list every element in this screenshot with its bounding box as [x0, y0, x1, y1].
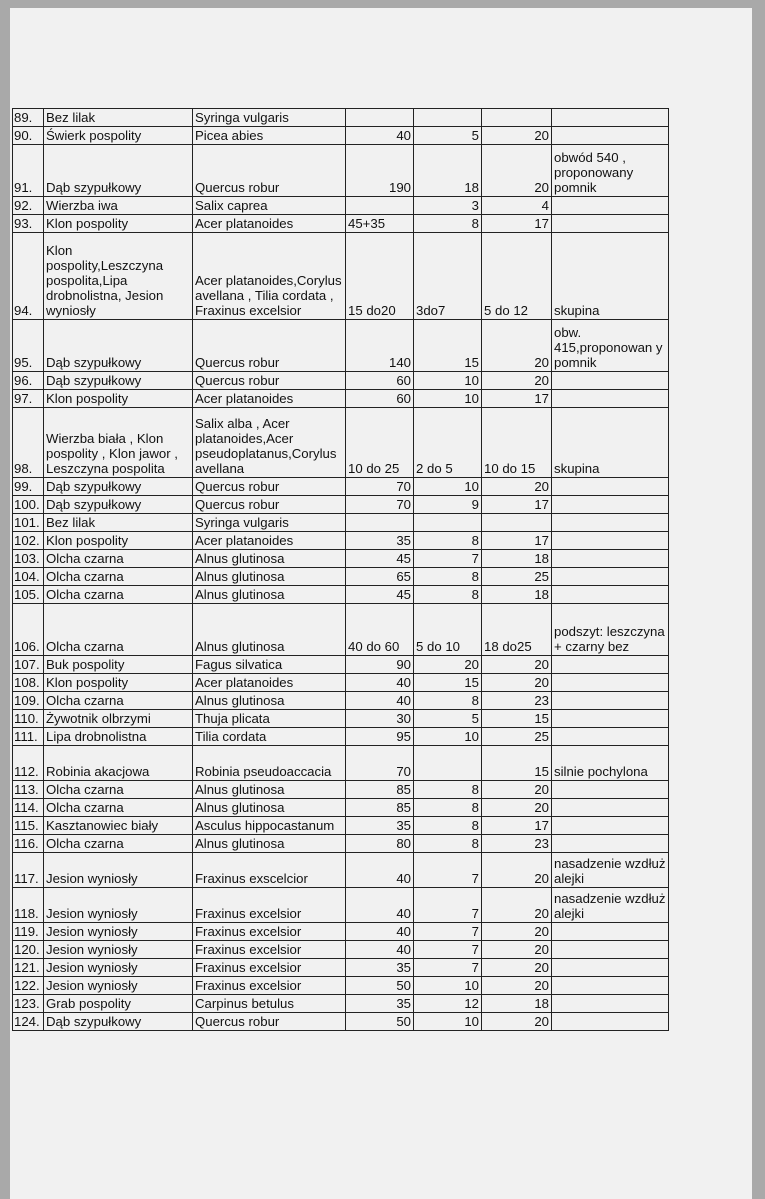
- value-1-cell: 80: [346, 835, 414, 853]
- remarks-cell: [552, 710, 669, 728]
- remarks-cell: [552, 197, 669, 215]
- row-number-cell: 106.: [13, 604, 44, 656]
- latin-name-cell: Quercus robur: [193, 145, 346, 197]
- latin-name-cell: Acer platanoides: [193, 532, 346, 550]
- row-number-cell: 108.: [13, 674, 44, 692]
- value-2-cell: 7: [414, 941, 482, 959]
- latin-name-cell: Syringa vulgaris: [193, 514, 346, 532]
- value-3-cell: 20: [482, 781, 552, 799]
- row-number-cell: 113.: [13, 781, 44, 799]
- value-3-cell: 20: [482, 888, 552, 923]
- table-row: [13, 215, 669, 233]
- table-row: [13, 109, 669, 127]
- value-2-cell: 15: [414, 320, 482, 372]
- table-row: [13, 799, 669, 817]
- polish-name-cell: Dąb szypułkowy: [44, 145, 193, 197]
- value-1-cell: 35: [346, 995, 414, 1013]
- polish-name-cell: Dąb szypułkowy: [44, 320, 193, 372]
- value-2-cell: 10: [414, 390, 482, 408]
- value-2-cell: 7: [414, 959, 482, 977]
- remarks-cell: podszyt: leszczyna + czarny bez: [552, 604, 669, 656]
- row-number-cell: 105.: [13, 586, 44, 604]
- latin-name-cell: Picea abies: [193, 127, 346, 145]
- table-row: [13, 959, 669, 977]
- latin-name-cell: Quercus robur: [193, 478, 346, 496]
- polish-name-cell: Olcha czarna: [44, 799, 193, 817]
- table-row: [13, 586, 669, 604]
- polish-name-cell: Dąb szypułkowy: [44, 372, 193, 390]
- latin-name-cell: Acer platanoides,Corylus avellana , Tilia cordata , Fraxinus excelsior: [193, 233, 346, 320]
- polish-name-cell: Klon pospolity,Leszczyna pospolita,Lipa drobnolistna, Jesion wyniosły: [44, 233, 193, 320]
- polish-name-cell: Olcha czarna: [44, 586, 193, 604]
- value-1-cell: 70: [346, 496, 414, 514]
- value-1-cell: 15 do20: [346, 233, 414, 320]
- value-2-cell: 10: [414, 977, 482, 995]
- polish-name-cell: Bez lilak: [44, 109, 193, 127]
- value-2-cell: 8: [414, 781, 482, 799]
- remarks-cell: [552, 941, 669, 959]
- value-1-cell: 70: [346, 746, 414, 781]
- value-2-cell: 2 do 5: [414, 408, 482, 478]
- value-3-cell: 20: [482, 977, 552, 995]
- row-number-cell: 97.: [13, 390, 44, 408]
- value-2-cell: [414, 109, 482, 127]
- value-3-cell: 15: [482, 710, 552, 728]
- row-number-cell: 114.: [13, 799, 44, 817]
- value-3-cell: 18: [482, 995, 552, 1013]
- row-number-cell: 94.: [13, 233, 44, 320]
- table-row: [13, 674, 669, 692]
- polish-name-cell: Grab pospolity: [44, 995, 193, 1013]
- value-3-cell: 17: [482, 390, 552, 408]
- value-3-cell: 25: [482, 728, 552, 746]
- value-1-cell: 35: [346, 532, 414, 550]
- row-number-cell: 109.: [13, 692, 44, 710]
- table-row: [13, 853, 669, 888]
- latin-name-cell: Acer platanoides: [193, 674, 346, 692]
- polish-name-cell: Wierzba biała , Klon pospolity , Klon jawor , Leszczyna pospolita: [44, 408, 193, 478]
- table-row: [13, 781, 669, 799]
- value-2-cell: 7: [414, 853, 482, 888]
- remarks-cell: [552, 817, 669, 835]
- value-2-cell: 10: [414, 372, 482, 390]
- tree-inventory-table: [12, 108, 669, 1031]
- latin-name-cell: Quercus robur: [193, 372, 346, 390]
- value-3-cell: 20: [482, 923, 552, 941]
- value-2-cell: 8: [414, 817, 482, 835]
- value-1-cell: 140: [346, 320, 414, 372]
- polish-name-cell: Klon pospolity: [44, 532, 193, 550]
- table-body: [13, 109, 669, 1031]
- latin-name-cell: Fagus silvatica: [193, 656, 346, 674]
- value-3-cell: 20: [482, 478, 552, 496]
- remarks-cell: nasadzenie wzdłuż alejki: [552, 888, 669, 923]
- value-2-cell: 20: [414, 656, 482, 674]
- table-row: [13, 372, 669, 390]
- value-1-cell: 40: [346, 888, 414, 923]
- table-row: [13, 835, 669, 853]
- value-1-cell: 10 do 25: [346, 408, 414, 478]
- latin-name-cell: Fraxinus excelsior: [193, 888, 346, 923]
- remarks-cell: silnie pochylona: [552, 746, 669, 781]
- value-3-cell: 20: [482, 320, 552, 372]
- value-3-cell: 15: [482, 746, 552, 781]
- value-3-cell: 18 do25: [482, 604, 552, 656]
- table-row: [13, 923, 669, 941]
- polish-name-cell: Olcha czarna: [44, 835, 193, 853]
- value-2-cell: 7: [414, 923, 482, 941]
- table-row: [13, 710, 669, 728]
- value-1-cell: 85: [346, 781, 414, 799]
- value-3-cell: 20: [482, 674, 552, 692]
- polish-name-cell: Olcha czarna: [44, 568, 193, 586]
- value-3-cell: [482, 514, 552, 532]
- row-number-cell: 93.: [13, 215, 44, 233]
- value-3-cell: 20: [482, 959, 552, 977]
- polish-name-cell: Olcha czarna: [44, 692, 193, 710]
- table-row: [13, 496, 669, 514]
- value-1-cell: 60: [346, 372, 414, 390]
- row-number-cell: 99.: [13, 478, 44, 496]
- polish-name-cell: Jesion wyniosły: [44, 888, 193, 923]
- remarks-cell: skupina: [552, 233, 669, 320]
- remarks-cell: [552, 568, 669, 586]
- table-row: [13, 478, 669, 496]
- polish-name-cell: Jesion wyniosły: [44, 853, 193, 888]
- latin-name-cell: Robinia pseudoaccacia: [193, 746, 346, 781]
- remarks-cell: [552, 728, 669, 746]
- value-1-cell: 45: [346, 550, 414, 568]
- remarks-cell: [552, 799, 669, 817]
- value-1-cell: [346, 514, 414, 532]
- remarks-cell: [552, 674, 669, 692]
- table-row: [13, 145, 669, 197]
- value-1-cell: 50: [346, 977, 414, 995]
- table-row: [13, 728, 669, 746]
- latin-name-cell: Thuja plicata: [193, 710, 346, 728]
- value-1-cell: 30: [346, 710, 414, 728]
- polish-name-cell: Jesion wyniosły: [44, 941, 193, 959]
- value-1-cell: 65: [346, 568, 414, 586]
- latin-name-cell: Fraxinus exscelcior: [193, 853, 346, 888]
- remarks-cell: obwód 540 , proponowany pomnik: [552, 145, 669, 197]
- table-row: [13, 941, 669, 959]
- latin-name-cell: Asculus hippocastanum: [193, 817, 346, 835]
- value-2-cell: 8: [414, 568, 482, 586]
- latin-name-cell: Fraxinus excelsior: [193, 941, 346, 959]
- value-2-cell: 3do7: [414, 233, 482, 320]
- polish-name-cell: Żywotnik olbrzymi: [44, 710, 193, 728]
- remarks-cell: [552, 977, 669, 995]
- value-2-cell: 7: [414, 888, 482, 923]
- row-number-cell: 89.: [13, 109, 44, 127]
- value-1-cell: 60: [346, 390, 414, 408]
- row-number-cell: 107.: [13, 656, 44, 674]
- table-row: [13, 514, 669, 532]
- row-number-cell: 123.: [13, 995, 44, 1013]
- latin-name-cell: Salix caprea: [193, 197, 346, 215]
- value-1-cell: 40: [346, 127, 414, 145]
- row-number-cell: 116.: [13, 835, 44, 853]
- row-number-cell: 111.: [13, 728, 44, 746]
- value-2-cell: 8: [414, 215, 482, 233]
- remarks-cell: [552, 656, 669, 674]
- row-number-cell: 112.: [13, 746, 44, 781]
- value-3-cell: 4: [482, 197, 552, 215]
- polish-name-cell: Klon pospolity: [44, 674, 193, 692]
- remarks-cell: [552, 923, 669, 941]
- row-number-cell: 118.: [13, 888, 44, 923]
- value-3-cell: 23: [482, 835, 552, 853]
- value-3-cell: 25: [482, 568, 552, 586]
- polish-name-cell: Jesion wyniosły: [44, 923, 193, 941]
- table-row: [13, 656, 669, 674]
- value-1-cell: 90: [346, 656, 414, 674]
- value-3-cell: 20: [482, 853, 552, 888]
- value-2-cell: 12: [414, 995, 482, 1013]
- polish-name-cell: Olcha czarna: [44, 550, 193, 568]
- remarks-cell: [552, 959, 669, 977]
- value-2-cell: 10: [414, 1013, 482, 1031]
- remarks-cell: [552, 514, 669, 532]
- latin-name-cell: Carpinus betulus: [193, 995, 346, 1013]
- latin-name-cell: Syringa vulgaris: [193, 109, 346, 127]
- value-3-cell: 17: [482, 817, 552, 835]
- latin-name-cell: Fraxinus excelsior: [193, 923, 346, 941]
- value-3-cell: [482, 109, 552, 127]
- row-number-cell: 117.: [13, 853, 44, 888]
- latin-name-cell: Fraxinus excelsior: [193, 977, 346, 995]
- table-row: [13, 127, 669, 145]
- table-row: [13, 408, 669, 478]
- polish-name-cell: Robinia akacjowa: [44, 746, 193, 781]
- value-2-cell: [414, 514, 482, 532]
- value-1-cell: 95: [346, 728, 414, 746]
- remarks-cell: [552, 109, 669, 127]
- polish-name-cell: Olcha czarna: [44, 604, 193, 656]
- row-number-cell: 101.: [13, 514, 44, 532]
- value-2-cell: 8: [414, 692, 482, 710]
- remarks-cell: obw. 415,proponowan y pomnik: [552, 320, 669, 372]
- latin-name-cell: Alnus glutinosa: [193, 781, 346, 799]
- value-3-cell: 17: [482, 532, 552, 550]
- value-1-cell: 50: [346, 1013, 414, 1031]
- polish-name-cell: Klon pospolity: [44, 215, 193, 233]
- value-2-cell: 8: [414, 835, 482, 853]
- value-1-cell: [346, 197, 414, 215]
- polish-name-cell: Jesion wyniosły: [44, 959, 193, 977]
- row-number-cell: 92.: [13, 197, 44, 215]
- remarks-cell: [552, 1013, 669, 1031]
- table-row: [13, 817, 669, 835]
- polish-name-cell: Buk pospolity: [44, 656, 193, 674]
- row-number-cell: 100.: [13, 496, 44, 514]
- polish-name-cell: Świerk pospolity: [44, 127, 193, 145]
- remarks-cell: [552, 478, 669, 496]
- remarks-cell: [552, 215, 669, 233]
- value-2-cell: 9: [414, 496, 482, 514]
- polish-name-cell: Dąb szypułkowy: [44, 1013, 193, 1031]
- value-2-cell: 5 do 10: [414, 604, 482, 656]
- value-1-cell: 40: [346, 853, 414, 888]
- row-number-cell: 96.: [13, 372, 44, 390]
- row-number-cell: 104.: [13, 568, 44, 586]
- value-3-cell: 17: [482, 496, 552, 514]
- polish-name-cell: Dąb szypułkowy: [44, 496, 193, 514]
- polish-name-cell: Jesion wyniosły: [44, 977, 193, 995]
- latin-name-cell: Fraxinus excelsior: [193, 959, 346, 977]
- row-number-cell: 119.: [13, 923, 44, 941]
- value-2-cell: 8: [414, 799, 482, 817]
- value-1-cell: 40: [346, 674, 414, 692]
- row-number-cell: 95.: [13, 320, 44, 372]
- value-3-cell: 10 do 15: [482, 408, 552, 478]
- value-2-cell: 18: [414, 145, 482, 197]
- table-row: [13, 692, 669, 710]
- value-3-cell: 18: [482, 550, 552, 568]
- value-3-cell: 17: [482, 215, 552, 233]
- value-2-cell: 7: [414, 550, 482, 568]
- remarks-cell: [552, 995, 669, 1013]
- value-1-cell: 85: [346, 799, 414, 817]
- table-row: [13, 390, 669, 408]
- latin-name-cell: Quercus robur: [193, 1013, 346, 1031]
- value-3-cell: 23: [482, 692, 552, 710]
- remarks-cell: [552, 781, 669, 799]
- value-1-cell: 40 do 60: [346, 604, 414, 656]
- latin-name-cell: Alnus glutinosa: [193, 568, 346, 586]
- table-row: [13, 320, 669, 372]
- table-row: [13, 604, 669, 656]
- latin-name-cell: Quercus robur: [193, 320, 346, 372]
- remarks-cell: [552, 586, 669, 604]
- value-1-cell: 35: [346, 959, 414, 977]
- table-row: [13, 746, 669, 781]
- value-3-cell: 20: [482, 372, 552, 390]
- table-row: [13, 568, 669, 586]
- row-number-cell: 110.: [13, 710, 44, 728]
- value-2-cell: 10: [414, 728, 482, 746]
- value-2-cell: 5: [414, 710, 482, 728]
- value-2-cell: 8: [414, 586, 482, 604]
- value-1-cell: 45+35: [346, 215, 414, 233]
- latin-name-cell: Salix alba , Acer platanoides,Acer pseudoplatanus,Corylus avellana: [193, 408, 346, 478]
- remarks-cell: [552, 835, 669, 853]
- value-1-cell: 35: [346, 817, 414, 835]
- table-row: [13, 995, 669, 1013]
- polish-name-cell: Klon pospolity: [44, 390, 193, 408]
- value-1-cell: 40: [346, 692, 414, 710]
- value-3-cell: 20: [482, 1013, 552, 1031]
- row-number-cell: 122.: [13, 977, 44, 995]
- value-3-cell: 20: [482, 656, 552, 674]
- latin-name-cell: Acer platanoides: [193, 215, 346, 233]
- value-2-cell: 10: [414, 478, 482, 496]
- remarks-cell: nasadzenie wzdłuż alejki: [552, 853, 669, 888]
- row-number-cell: 102.: [13, 532, 44, 550]
- value-2-cell: 8: [414, 532, 482, 550]
- polish-name-cell: Dąb szypułkowy: [44, 478, 193, 496]
- latin-name-cell: Alnus glutinosa: [193, 604, 346, 656]
- value-1-cell: [346, 109, 414, 127]
- remarks-cell: [552, 532, 669, 550]
- value-2-cell: 3: [414, 197, 482, 215]
- table-row: [13, 197, 669, 215]
- polish-name-cell: Lipa drobnolistna: [44, 728, 193, 746]
- latin-name-cell: Alnus glutinosa: [193, 586, 346, 604]
- value-3-cell: 20: [482, 941, 552, 959]
- table-row: [13, 550, 669, 568]
- latin-name-cell: Alnus glutinosa: [193, 550, 346, 568]
- table-row: [13, 532, 669, 550]
- row-number-cell: 103.: [13, 550, 44, 568]
- row-number-cell: 98.: [13, 408, 44, 478]
- row-number-cell: 115.: [13, 817, 44, 835]
- row-number-cell: 121.: [13, 959, 44, 977]
- latin-name-cell: Acer platanoides: [193, 390, 346, 408]
- latin-name-cell: Tilia cordata: [193, 728, 346, 746]
- value-3-cell: 18: [482, 586, 552, 604]
- value-3-cell: 5 do 12: [482, 233, 552, 320]
- value-1-cell: 40: [346, 941, 414, 959]
- polish-name-cell: Wierzba iwa: [44, 197, 193, 215]
- table-row: [13, 888, 669, 923]
- value-2-cell: 5: [414, 127, 482, 145]
- row-number-cell: 90.: [13, 127, 44, 145]
- latin-name-cell: Quercus robur: [193, 496, 346, 514]
- value-1-cell: 70: [346, 478, 414, 496]
- row-number-cell: 120.: [13, 941, 44, 959]
- remarks-cell: skupina: [552, 408, 669, 478]
- value-3-cell: 20: [482, 799, 552, 817]
- remarks-cell: [552, 692, 669, 710]
- table-row: [13, 233, 669, 320]
- table-row: [13, 977, 669, 995]
- value-2-cell: 15: [414, 674, 482, 692]
- polish-name-cell: Olcha czarna: [44, 781, 193, 799]
- remarks-cell: [552, 372, 669, 390]
- value-3-cell: 20: [482, 127, 552, 145]
- remarks-cell: [552, 127, 669, 145]
- row-number-cell: 124.: [13, 1013, 44, 1031]
- value-3-cell: 20: [482, 145, 552, 197]
- polish-name-cell: Bez lilak: [44, 514, 193, 532]
- remarks-cell: [552, 550, 669, 568]
- row-number-cell: 91.: [13, 145, 44, 197]
- polish-name-cell: Kasztanowiec biały: [44, 817, 193, 835]
- value-2-cell: [414, 746, 482, 781]
- value-1-cell: 40: [346, 923, 414, 941]
- latin-name-cell: Alnus glutinosa: [193, 799, 346, 817]
- remarks-cell: [552, 496, 669, 514]
- table-row: [13, 1013, 669, 1031]
- value-1-cell: 45: [346, 586, 414, 604]
- latin-name-cell: Alnus glutinosa: [193, 692, 346, 710]
- latin-name-cell: Alnus glutinosa: [193, 835, 346, 853]
- remarks-cell: [552, 390, 669, 408]
- value-1-cell: 190: [346, 145, 414, 197]
